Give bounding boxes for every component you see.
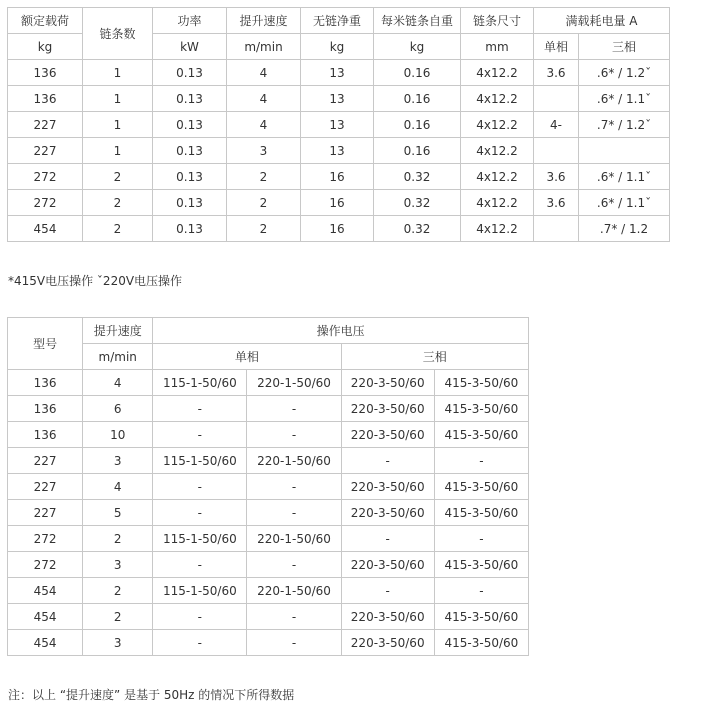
cell-net-weight: 13 (301, 138, 374, 164)
cell-s2: - (247, 396, 341, 422)
cell-single (534, 216, 579, 242)
cell-t1: 220-3-50/60 (341, 396, 434, 422)
cell-chain-size: 4x12.2 (461, 60, 534, 86)
cell-net-weight: 16 (301, 216, 374, 242)
cell-t1: - (341, 448, 434, 474)
cell-s1: 115-1-50/60 (153, 578, 247, 604)
cell-speed: 2 (83, 526, 153, 552)
cell-s2: - (247, 630, 341, 656)
cell-chain-size: 4x12.2 (461, 164, 534, 190)
cell-net-weight: 13 (301, 112, 374, 138)
cell-chains: 2 (83, 164, 153, 190)
cell-model: 227 (8, 500, 83, 526)
cell-three: .6* / 1.1ˇ (579, 164, 670, 190)
cell-load: 136 (8, 60, 83, 86)
header-chains: 链条数 (83, 8, 153, 60)
cell-s2: 220-1-50/60 (247, 578, 341, 604)
cell-s1: - (153, 552, 247, 578)
cell-t1: 220-3-50/60 (341, 552, 434, 578)
cell-power: 0.13 (153, 190, 227, 216)
cell-speed: 4 (227, 86, 301, 112)
cell-net-weight: 13 (301, 86, 374, 112)
cell-t2: 415-3-50/60 (434, 552, 528, 578)
cell-power: 0.13 (153, 164, 227, 190)
table-row (8, 60, 670, 86)
cell-power: 0.13 (153, 86, 227, 112)
header-net-weight: 无链净重 (301, 8, 374, 34)
cell-chain-weight: 0.32 (374, 190, 461, 216)
unit-power: kW (153, 34, 227, 60)
cell-speed: 4 (227, 60, 301, 86)
header-power: 功率 (153, 8, 227, 34)
table-row (8, 112, 670, 138)
header-current-single: 单相 (534, 34, 579, 60)
cell-s2: - (247, 604, 341, 630)
cell-speed: 2 (83, 578, 153, 604)
cell-three: .7* / 1.2 (579, 216, 670, 242)
cell-t1: 220-3-50/60 (341, 474, 434, 500)
cell-model: 227 (8, 474, 83, 500)
cell-single: 3.6 (534, 164, 579, 190)
cell-net-weight: 13 (301, 60, 374, 86)
cell-net-weight: 16 (301, 190, 374, 216)
cell-power: 0.13 (153, 112, 227, 138)
cell-three (579, 138, 670, 164)
cell-s2: - (247, 474, 341, 500)
cell-s2: - (247, 500, 341, 526)
cell-t2: 415-3-50/60 (434, 422, 528, 448)
cell-single (534, 86, 579, 112)
unit-load: kg (8, 34, 83, 60)
cell-s1: - (153, 604, 247, 630)
header-current-three: 三相 (579, 34, 670, 60)
cell-chain-weight: 0.32 (374, 164, 461, 190)
cell-t1: - (341, 578, 434, 604)
cell-t2: - (434, 526, 528, 552)
cell-chains: 2 (83, 190, 153, 216)
cell-chains: 1 (83, 112, 153, 138)
cell-t1: 220-3-50/60 (341, 370, 434, 396)
cell-s1: - (153, 396, 247, 422)
table-row (8, 396, 529, 422)
cell-model: 454 (8, 604, 83, 630)
header-chain-size: 链条尺寸 (461, 8, 534, 34)
header-lift-speed: 提升速度 (83, 318, 153, 344)
cell-chain-size: 4x12.2 (461, 190, 534, 216)
cell-chain-size: 4x12.2 (461, 86, 534, 112)
cell-three: .6* / 1.1ˇ (579, 86, 670, 112)
cell-t1: 220-3-50/60 (341, 422, 434, 448)
table-row (8, 578, 529, 604)
cell-chains: 1 (83, 138, 153, 164)
cell-speed: 3 (227, 138, 301, 164)
cell-single: 3.6 (534, 190, 579, 216)
table-row (8, 552, 529, 578)
cell-s1: - (153, 422, 247, 448)
unit-speed: m/min (227, 34, 301, 60)
cell-speed: 3 (83, 448, 153, 474)
cell-speed: 4 (83, 474, 153, 500)
cell-model: 136 (8, 422, 83, 448)
footer-note: 注：以上 “提升速度” 是基于 50Hz 的情况下所得数据 (8, 688, 295, 702)
unit-lift-speed: m/min (83, 344, 153, 370)
table-row (8, 448, 529, 474)
cell-single: 4- (534, 112, 579, 138)
cell-t1: 220-3-50/60 (341, 630, 434, 656)
cell-t2: 415-3-50/60 (434, 474, 528, 500)
cell-s2: 220-1-50/60 (247, 448, 341, 474)
cell-t1: 220-3-50/60 (341, 500, 434, 526)
table-row (8, 500, 529, 526)
cell-model: 454 (8, 578, 83, 604)
cell-s1: - (153, 474, 247, 500)
cell-three: .6* / 1.1ˇ (579, 190, 670, 216)
cell-s1: - (153, 500, 247, 526)
header-voltage: 操作电压 (153, 318, 529, 344)
cell-chains: 2 (83, 216, 153, 242)
cell-speed: 4 (227, 112, 301, 138)
unit-chain-size: mm (461, 34, 534, 60)
cell-speed: 6 (83, 396, 153, 422)
table-row (8, 370, 529, 396)
table-row (8, 630, 529, 656)
cell-t2: 415-3-50/60 (434, 630, 528, 656)
cell-chain-weight: 0.32 (374, 216, 461, 242)
table-row (8, 604, 529, 630)
cell-chains: 1 (83, 60, 153, 86)
table-row (8, 164, 670, 190)
cell-s1: 115-1-50/60 (153, 448, 247, 474)
cell-model: 454 (8, 630, 83, 656)
cell-t2: - (434, 448, 528, 474)
cell-load: 136 (8, 86, 83, 112)
cell-load: 227 (8, 112, 83, 138)
cell-chain-size: 4x12.2 (461, 138, 534, 164)
table-row (8, 190, 670, 216)
header-load: 额定载荷 (8, 8, 83, 34)
cell-s1: 115-1-50/60 (153, 370, 247, 396)
cell-chain-weight: 0.16 (374, 112, 461, 138)
cell-speed: 2 (227, 216, 301, 242)
cell-chain-weight: 0.16 (374, 86, 461, 112)
cell-load: 227 (8, 138, 83, 164)
voltage-table (7, 317, 529, 656)
cell-chain-size: 4x12.2 (461, 112, 534, 138)
cell-model: 136 (8, 370, 83, 396)
cell-speed: 4 (83, 370, 153, 396)
cell-s2: - (247, 552, 341, 578)
cell-t2: - (434, 578, 528, 604)
cell-net-weight: 16 (301, 164, 374, 190)
cell-t1: - (341, 526, 434, 552)
cell-model: 136 (8, 396, 83, 422)
table-row (8, 216, 670, 242)
cell-s1: 115-1-50/60 (153, 526, 247, 552)
header-voltage-three: 三相 (341, 344, 528, 370)
spec-table (7, 7, 670, 242)
cell-speed: 3 (83, 552, 153, 578)
cell-s2: - (247, 422, 341, 448)
table-row (8, 86, 670, 112)
cell-model: 272 (8, 552, 83, 578)
cell-load: 272 (8, 190, 83, 216)
cell-power: 0.13 (153, 216, 227, 242)
cell-speed: 2 (83, 604, 153, 630)
cell-model: 227 (8, 448, 83, 474)
cell-t2: 415-3-50/60 (434, 500, 528, 526)
cell-load: 272 (8, 164, 83, 190)
cell-power: 0.13 (153, 60, 227, 86)
cell-speed: 5 (83, 500, 153, 526)
table-row (8, 474, 529, 500)
cell-s2: 220-1-50/60 (247, 526, 341, 552)
cell-s2: 220-1-50/60 (247, 370, 341, 396)
cell-chain-size: 4x12.2 (461, 216, 534, 242)
cell-speed: 2 (227, 164, 301, 190)
cell-t2: 415-3-50/60 (434, 396, 528, 422)
table-row (8, 526, 529, 552)
cell-single (534, 138, 579, 164)
table-row (8, 422, 529, 448)
cell-model: 272 (8, 526, 83, 552)
cell-load: 454 (8, 216, 83, 242)
cell-t2: 415-3-50/60 (434, 604, 528, 630)
cell-power: 0.13 (153, 138, 227, 164)
unit-net-weight: kg (301, 34, 374, 60)
header-voltage-single: 单相 (153, 344, 341, 370)
cell-speed: 3 (83, 630, 153, 656)
header-model: 型号 (8, 318, 83, 370)
cell-three: .6* / 1.2ˇ (579, 60, 670, 86)
header-speed: 提升速度 (227, 8, 301, 34)
unit-chain-weight: kg (374, 34, 461, 60)
cell-speed: 2 (227, 190, 301, 216)
header-current: 满载耗电量 A (534, 8, 670, 34)
cell-three: .7* / 1.2ˇ (579, 112, 670, 138)
cell-chain-weight: 0.16 (374, 60, 461, 86)
cell-t1: 220-3-50/60 (341, 604, 434, 630)
header-chain-weight: 每米链条自重 (374, 8, 461, 34)
voltage-note: *415V电压操作 ˇ220V电压操作 (8, 274, 183, 288)
cell-chains: 1 (83, 86, 153, 112)
cell-single: 3.6 (534, 60, 579, 86)
cell-speed: 10 (83, 422, 153, 448)
cell-t2: 415-3-50/60 (434, 370, 528, 396)
cell-s1: - (153, 630, 247, 656)
cell-chain-weight: 0.16 (374, 138, 461, 164)
table-row (8, 138, 670, 164)
